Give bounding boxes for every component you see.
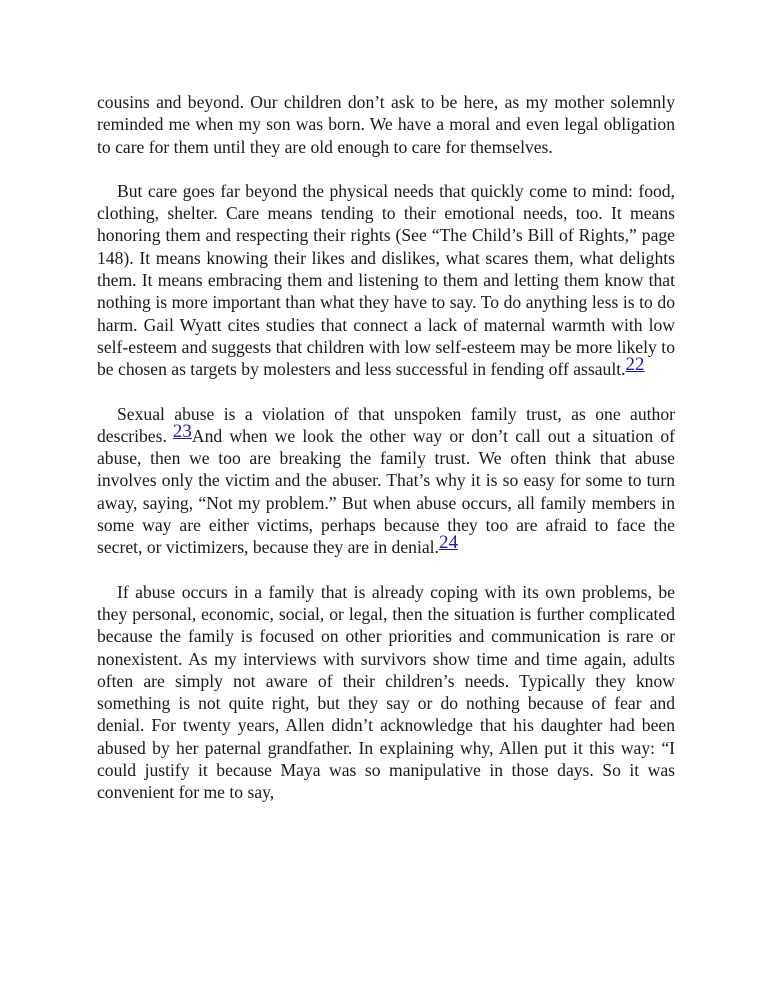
paragraph-4 — [97, 581, 675, 804]
footnote-link-24[interactable]: 24 — [438, 532, 458, 554]
book-page — [97, 91, 675, 826]
footnote-link-23[interactable]: 23 — [172, 420, 192, 442]
paragraph-3-text-after: And when we look the other way or don’t call out a situation of abuse, then we too are breaking the family trust. We often think that abuse involves only the victim and the abuser. That’s why it is so easy for some to turn away, saying, “Not my problem.” But when abuse occurs, all family members in some way are either victims, perhaps because they too are afraid to face the secret, or victimizers, because they are in denial. — [97, 425, 675, 558]
paragraph-1 — [97, 91, 675, 158]
paragraph-3 — [97, 403, 675, 559]
paragraph-4-text: If abuse occurs in a family that is already coping with its own problems, be they personal, economic, social, or legal, then the situation is further complicated because the family is focused on other priorities and communication is rare or nonexistent. As my interviews with survivors show time and time again, adults often are simply not aware of their children’s needs. Typically they know something is not quite right, but they say or do nothing because of fear and denial. For twenty years, Allen didn’t acknowledge that his daughter had been abused by her paternal grandfather. In explaining why, Allen put it this way: “I could justify it because Maya was so manipulative in those days. So it was convenient for me to say, — [97, 581, 675, 803]
paragraph-3-text-before: Sexual abuse is a violation of that unspoken family trust, as one author describes. — [97, 403, 675, 446]
footnote-link-22[interactable]: 22 — [625, 354, 645, 376]
paragraph-1-text: cousins and beyond. Our children don’t ask to be here, as my mother solemnly reminded me when my son was born. We have a moral and even legal obligation to care for them until they are old enough to care for themselves. — [97, 92, 675, 157]
paragraph-2-text: But care goes far beyond the physical needs that quickly come to mind: food, clothing, shelter. Care means tending to their emotional needs, too. It means honoring them and respecting their rights (See “The Child’s Bill of Rights,” page 148). It means knowing their likes and dislikes, what scares them, what delights them. It means embracing them and listening to them and letting them know that nothing is more important than what they have to say. To do anything less is to do harm. Gail Wyatt cites studies that connect a lack of maternal warmth with low self-esteem and suggests that children with low self-esteem may be more likely to be chosen as targets by molesters and less successful in fending off assault. — [97, 180, 675, 380]
paragraph-2 — [97, 180, 675, 381]
